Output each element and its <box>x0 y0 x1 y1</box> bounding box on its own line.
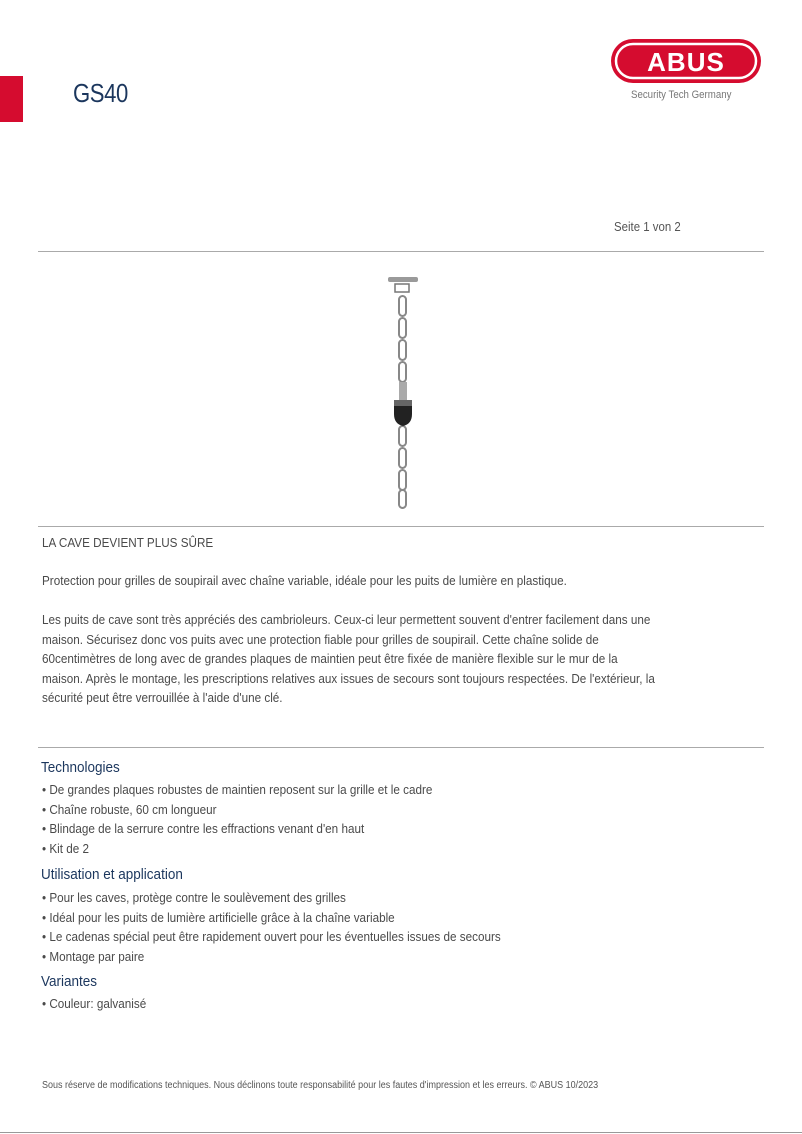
variants-list <box>42 994 146 1014</box>
footer-disclaimer: Sous réserve de modifications techniques. Nous déclinons toute responsabilité pour les fautes d'impression et les erreurs. © ABUS 10/2023 <box>42 1080 599 1091</box>
svg-text:ABUS: ABUS <box>647 47 725 77</box>
list-item: • Kit de 2 <box>42 840 90 856</box>
page-bottom-edge <box>0 1132 802 1133</box>
body-line: sécurité peut être verrouillée à l'aide d'une clé. <box>42 690 283 705</box>
list-item: • Montage par paire <box>42 948 145 964</box>
section-heading-variants: Variantes <box>41 973 98 990</box>
list-item: • De grandes plaques robustes de maintien reposent sur la grille et le cadre <box>42 782 433 797</box>
list-item: • Pour les caves, protège contre le soulèvement des grilles <box>42 890 346 905</box>
intro-headline: LA CAVE DEVIENT PLUS SÛRE <box>42 535 214 550</box>
intro-body <box>42 610 655 708</box>
list-item: • Le cadenas spécial peut être rapidement ouvert pour les éventuelles issues de secours <box>42 929 501 944</box>
product-title: GS40 <box>73 78 128 108</box>
body-line: Les puits de cave sont très appréciés des cambrioleurs. Ceux-ci leur permettent souvent d'entrer facilement dans une <box>42 612 651 627</box>
page-number: Seite 1 von 2 <box>614 219 681 234</box>
usage-list <box>42 888 501 966</box>
body-line: maison. Sécurisez donc vos puits avec une protection fiable pour grilles de soupirail. Cette chaîne solide de <box>42 631 599 647</box>
brand-accent-bar <box>0 76 23 122</box>
intro-lead: Protection pour grilles de soupirail avec chaîne variable, idéale pour les puits de lumière en plastique. <box>42 573 567 588</box>
body-line: 60centimètres de long avec de grandes plaques de maintien peut être fixée de manière flexible sur le mur de la <box>42 651 618 666</box>
list-item: • Idéal pour les puits de lumière artificielle grâce à la chaîne variable <box>42 909 395 925</box>
divider <box>38 251 764 252</box>
divider <box>38 526 764 527</box>
logo-tagline: Security Tech Germany <box>631 89 732 101</box>
section-heading-usage: Utilisation et application <box>41 866 183 883</box>
list-item: • Chaîne robuste, 60 cm longueur <box>42 801 217 817</box>
list-item: • Couleur: galvanisé <box>42 996 147 1011</box>
product-image <box>380 276 426 510</box>
divider <box>38 747 764 748</box>
section-heading-technologies: Technologies <box>41 759 120 776</box>
technologies-list <box>42 780 432 858</box>
list-item: • Blindage de la serrure contre les effractions venant d'en haut <box>42 821 365 836</box>
abus-logo <box>610 38 762 86</box>
body-line: maison. Après le montage, les prescriptions relatives aux issues de secours sont toujours respectées. De l'extérieur, la <box>42 670 655 686</box>
